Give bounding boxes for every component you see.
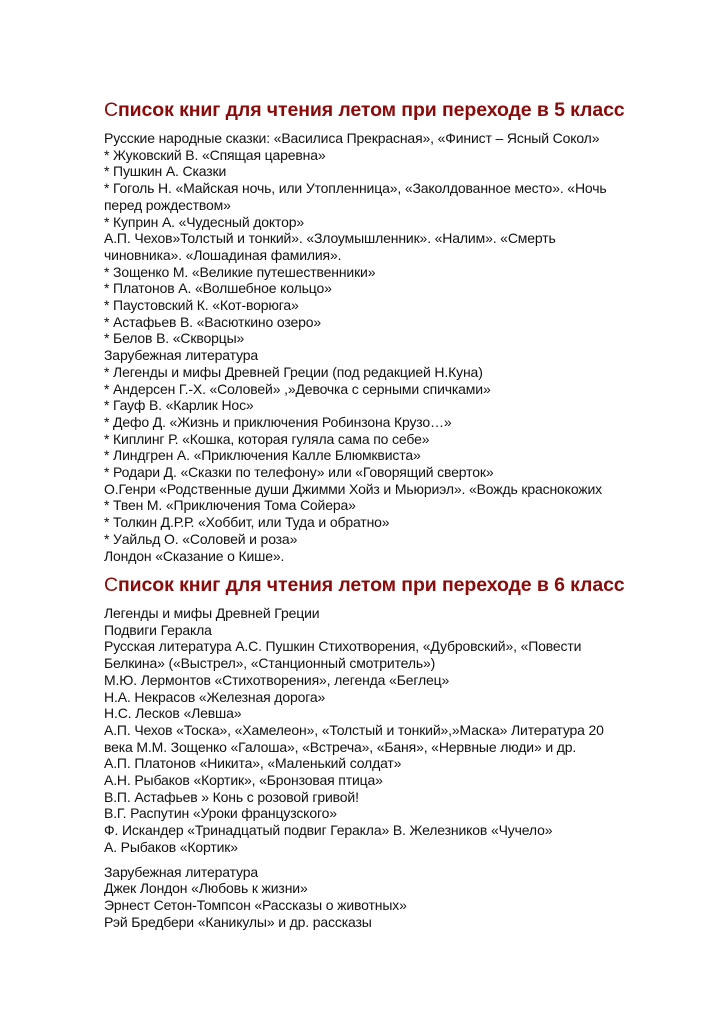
text-line: О.Генри «Родственные души Джимми Хойз и Мьюриэл». «Вождь краснокожих	[104, 480, 603, 497]
text-line: А.Н. Рыбаков «Кортик», «Бронзовая птица»	[104, 772, 383, 789]
text-line: перед рождеством»	[104, 196, 231, 213]
text-line: Н.А. Некрасов «Железная дорога»	[104, 688, 326, 705]
text-line: А.П. Чехов»Толстый и тонкий». «Злоумышленник». «Налим». «Смерть	[104, 230, 556, 247]
text-line: Легенды и мифы Древней Греции	[104, 605, 320, 621]
text-line: М.Ю. Лермонтов «Стихотворения», легенда «Беглец»	[104, 671, 450, 688]
text-line: Белкина» («Выстрел», «Станционный смотритель»)	[104, 655, 436, 672]
text-line: чиновника». «Лошадиная фамилия».	[104, 246, 342, 263]
text-line: * Гауф В. «Карлик Нос»	[104, 397, 254, 414]
text-line: * Астафьев В. «Васюткино озеро»	[104, 313, 322, 330]
text-line: Ф. Искандер «Тринадцатый подвиг Геракла» В. Железников «Чучело»	[104, 822, 553, 839]
text-line: * Легенды и мифы Древней Греции (под редакцией Н.Куна)	[104, 363, 483, 380]
text-line: * Толкин Д.Р.Р. «Хоббит, или Туда и обратно»	[104, 514, 390, 531]
text-line: * Родари Д. «Сказки по телефону» или «Говорящий сверток»	[104, 464, 494, 481]
section-title	[104, 98, 704, 122]
paragraph-gap	[104, 856, 704, 864]
text-line: * Твен М. «Приключения Тома Сойера»	[104, 497, 356, 514]
text-line: Зарубежная литература	[104, 863, 259, 880]
text-line: * Жуковский В. «Спящая царевна»	[104, 146, 326, 163]
foreign-book-list	[104, 864, 704, 931]
text-line: В.П. Астафьев » Конь с розовой гривой!	[104, 788, 359, 805]
text-line: * Белов В. «Скворцы»	[104, 330, 245, 347]
text-line: * Уайльд О. «Соловей и роза»	[104, 530, 298, 547]
text-line: Русская литература А.С. Пушкин Стихотворения, «Дубровский», «Повести	[104, 638, 582, 655]
section-grade-5	[104, 98, 704, 564]
text-line: * Дефо Д. «Жизнь и приключения Робинзона Крузо…»	[104, 413, 452, 430]
text-line: В.Г. Распутин «Уроки французского»	[104, 805, 337, 822]
title-first-letter: С	[104, 99, 118, 121]
title-text: писок книг для чтения летом при переходе в 6 класс	[117, 574, 625, 596]
text-line: Русские народные сказки: «Василиса Прекрасная», «Финист – Ясный Сокол»	[104, 130, 600, 146]
text-line: Подвиги Геракла	[104, 621, 212, 638]
text-line: Эрнест Сетон-Томпсон «Рассказы о животных»	[104, 896, 407, 913]
text-line: Рэй Бредбери «Каникулы» и др. рассказы	[104, 913, 372, 930]
text-line: * Паустовский К. «Кот-ворюга»	[104, 297, 299, 314]
section-grade-6	[104, 573, 704, 930]
text-line: * Платонов А. «Волшебное кольцо»	[104, 280, 332, 297]
text-line: Лондон «Сказание о Кише».	[104, 547, 285, 564]
text-line: Джек Лондон «Любовь к жизни»	[104, 880, 308, 897]
text-line: * Куприн А. «Чудесный доктор»	[104, 213, 305, 230]
text-line: * Пушкин А. Сказки	[104, 163, 227, 180]
book-list	[104, 130, 704, 564]
text-line: * Киплинг Р. «Кошка, которая гуляла сама по себе»	[104, 430, 430, 447]
title-first-letter: С	[104, 574, 118, 596]
text-line: Н.С. Лесков «Левша»	[104, 705, 242, 722]
text-line: * Зощенко М. «Великие путешественники»	[104, 263, 376, 280]
text-line: Зарубежная литература	[104, 347, 259, 364]
book-list	[104, 605, 704, 856]
text-line: А. Рыбаков «Кортик»	[104, 838, 238, 855]
text-line: века М.М. Зощенко «Галоша», «Встреча», «Баня», «Нервные люди» и др.	[104, 738, 577, 755]
section-title	[104, 573, 704, 597]
text-line: А.П. Платонов «Никита», «Маленький солдат»	[104, 755, 402, 772]
text-line: * Андерсен Г.-Х. «Соловей» ,»Девочка с серными спичками»	[104, 380, 491, 397]
text-line: * Линдгрен А. «Приключения Калле Блюмквиста»	[104, 447, 421, 464]
title-text: писок книг для чтения летом при переходе в 5 класс	[117, 99, 625, 121]
text-line: * Гоголь Н. «Майская ночь, или Утопленница», «Заколдованное место». «Ночь	[104, 180, 607, 197]
text-line: А.П. Чехов «Тоска», «Хамелеон», «Толстый и тонкий»,»Маска» Литература 20	[104, 721, 604, 738]
